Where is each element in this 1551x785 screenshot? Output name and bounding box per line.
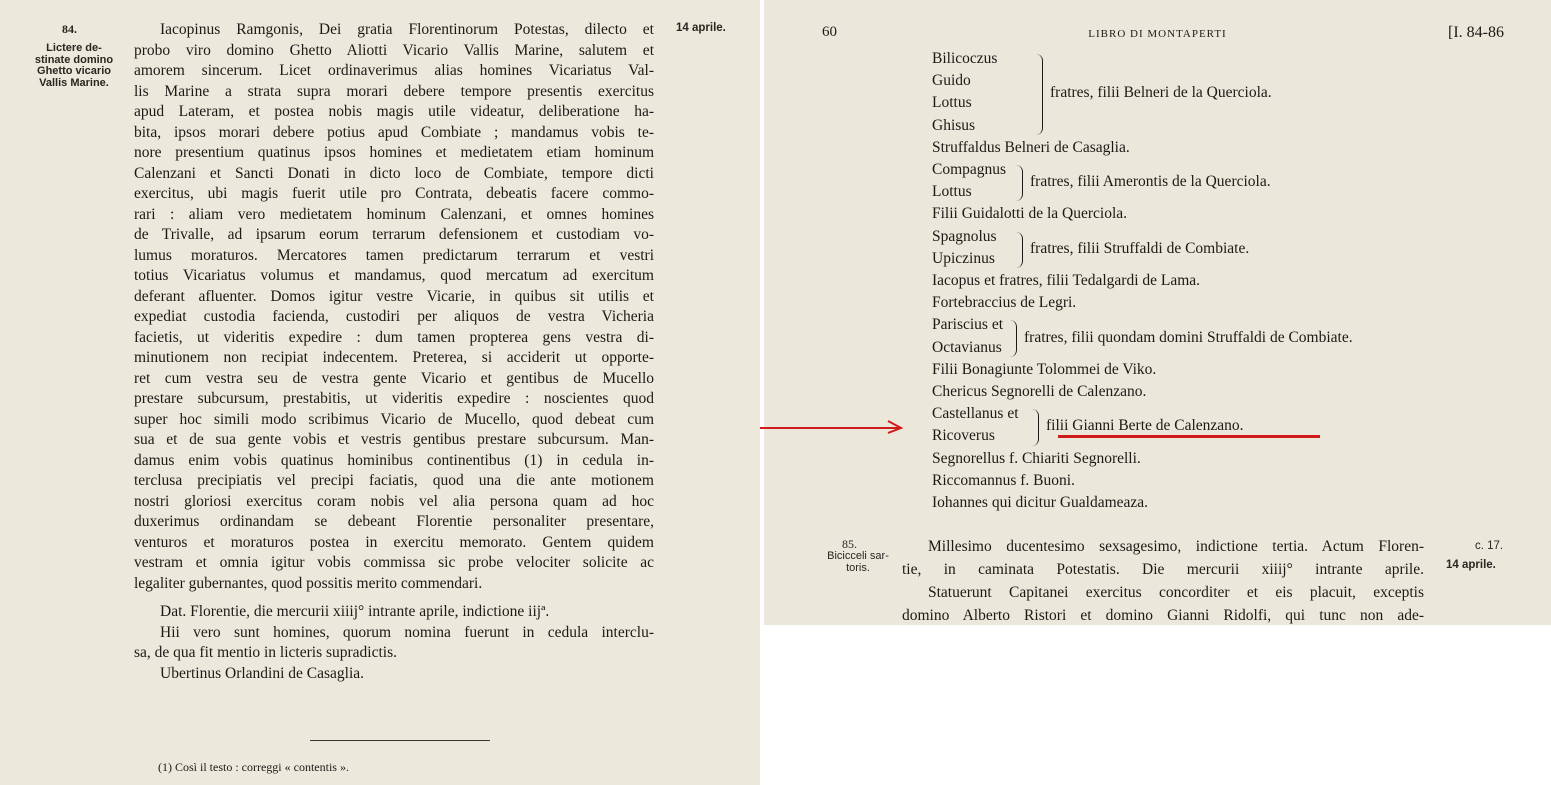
- text-line: expediat custodia facienda, custodiri per aliquos de vestra Vicheria: [134, 308, 654, 325]
- text-line: damus enim vobis quatinus hominibus continentibus (1) in cedula in-: [134, 451, 654, 469]
- document-number: 84.: [62, 22, 77, 36]
- name-entry: Ghisus: [932, 116, 976, 134]
- group-description: fratres, filii Amerontis de la Querciola.: [1030, 173, 1271, 191]
- group-description: fratres, filii Belneri de la Querciola.: [1050, 84, 1272, 102]
- name-entry: Fortebraccius de Legri.: [932, 294, 1077, 312]
- right-page: [764, 0, 1551, 625]
- text-line: Hii vero sunt homines, quorum nomina fuerunt in cedula interclu-: [160, 623, 654, 641]
- name-entry: Riccomannus f. Buoni.: [932, 471, 1075, 489]
- text-line: rari : aliam vero medietatem hominum Calenzani, et omnes homines: [134, 205, 654, 223]
- text-line: super hoc simili modo scribimus Vicario de Mucello, quod debeat cum: [134, 410, 654, 428]
- text-line: Millesimo ducentesimo sexsagesimo, indictione tertia. Actum Floren-: [928, 538, 1424, 555]
- name-entry: Segnorellus f. Chiariti Segnorelli.: [932, 449, 1141, 467]
- text-line: nostri gloriosi exercitus coram nobis vel alia persona quam ad hoc: [134, 492, 654, 510]
- name-entry: Castellanus et: [932, 405, 1019, 423]
- name-entry: Pariscius et: [932, 316, 1004, 334]
- red-arrow-icon: [760, 418, 910, 438]
- margin-note-line: Ghetto vicario: [37, 65, 111, 77]
- text-line: totius Vicariatus volumus et mandamus, quod mercatum ad exercitum: [134, 267, 654, 284]
- left-page: [0, 0, 760, 785]
- text-line: exercitus, ubi magis fuerit utile pro Contrata, debeatis facere commo-: [134, 185, 654, 202]
- text-line: facietis, ut videritis expedire : dum tamen propterea gens vestra di-: [134, 328, 654, 346]
- name-entry: Lottus: [932, 183, 972, 201]
- section-reference: [I. 84-86: [1448, 24, 1504, 41]
- text-line: sua et de sua gente vobis et vestris gentibus prestare subcursum. Man-: [134, 431, 654, 448]
- margin-note-line: Vallis Marine.: [39, 76, 109, 89]
- name-entry: Iacopus et fratres, filii Tedalgardi de Lama.: [932, 272, 1201, 289]
- text-line: ret cum vestra seu de vestra gente Vicario et gentibus de Mucello: [134, 369, 654, 387]
- name-entry: Filii Bonagiunte Tolommei de Viko.: [932, 360, 1157, 378]
- margin-note-line: Lictere de-: [46, 42, 102, 54]
- name-entry: Guido: [932, 72, 971, 90]
- name-entry: Spagnolus: [932, 227, 997, 245]
- name-entry: Lottus: [932, 94, 972, 112]
- brace-icon: [1036, 54, 1043, 135]
- text-line: lis Marine a strata supra morari debere tempore presentis exercitus: [134, 82, 654, 100]
- reference-note: c. 17.: [1475, 540, 1504, 552]
- text-line: sa, de qua fit mentio in licteris supradictis.: [134, 644, 398, 661]
- running-title: LIBRO DI MONTAPERTI: [1088, 28, 1227, 40]
- page-number: 60: [822, 24, 837, 40]
- brace-icon: [1016, 232, 1023, 268]
- margin-note-line: toris.: [846, 561, 870, 574]
- margin-note: [808, 551, 908, 574]
- brace-icon: [1016, 165, 1023, 201]
- name-entry: Bilicoczus: [932, 50, 998, 67]
- text-line: nore presentium quatinus ipsos homines et medietatem etiam hominum: [134, 144, 654, 161]
- text-line: Statuerunt Capitanei exercitus concorditer et eis placuit, exceptis: [928, 584, 1424, 601]
- name-entry: Octavianus: [932, 338, 1002, 356]
- text-line: terclusa precipiatis vel precipi faciatis, quod una die ante motionem: [134, 472, 654, 489]
- text-line: de Trivalle, ad ipsarum eorum terrarum defensionem et custodiam vo-: [134, 226, 654, 243]
- text-line: Ubertinus Orlandini de Casaglia.: [160, 664, 365, 682]
- margin-note-line: Bicicceli sar-: [827, 550, 889, 562]
- name-entry: Upiczinus: [932, 249, 995, 267]
- name-entry: Iohannes qui dicitur Gualdameaza.: [932, 494, 1149, 511]
- date-note: 14 aprile.: [1446, 559, 1496, 571]
- text-line: prestare subcursum, prestabitis, ut videritis expedire : noscientes quod: [134, 390, 654, 407]
- text-line: apud Lateram, et postea nobis magis utile videatur, deliberatione ha-: [134, 103, 654, 120]
- text-line: domino Alberto Ristori et domino Gianni Ridolfi, qui tunc non ade-: [902, 607, 1424, 624]
- margin-note: [28, 43, 120, 89]
- footnote-rule: [310, 740, 490, 741]
- text-line: Dat. Florentie, die mercurii xiiij° intrante aprile, indictione iijª.: [160, 603, 550, 620]
- document-number: 85.: [842, 537, 857, 551]
- brace-icon: [1010, 320, 1017, 356]
- text-line: venturos et moraturos postea in exercitu memorato. Gentem quidem: [134, 533, 654, 551]
- name-entry: Compagnus: [932, 161, 1007, 178]
- text-line: vestram et omnia igitur vobis commissa sic probe velociter solicite ac: [134, 554, 654, 571]
- text-line: deferant afluenter. Domos igitur vestre Vicarie, in quibus sit utilis et: [134, 287, 654, 305]
- margin-note-line: stinate domino: [34, 53, 114, 66]
- text-line: tie, in caminata Potestatis. Die mercurii xiiij° intrante aprile.: [902, 561, 1424, 578]
- text-line: minutionem non recipiat indecentem. Preterea, si acciderit ut opporte-: [134, 349, 654, 366]
- date-note: 14 aprile.: [676, 22, 726, 34]
- text-line: probo viro domino Ghetto Aliotti Vicario Vallis Marine, salutem et: [134, 41, 654, 59]
- name-entry: Filii Guidalotti de la Querciola.: [932, 205, 1127, 223]
- text-line: amorem sincerum. Licet ordinaverimus alias homines Vicariatus Val-: [134, 62, 654, 79]
- group-description: filii Gianni Berte de Calenzano.: [1046, 417, 1244, 435]
- text-line: legaliter gubernantes, quod possitis merito commendari.: [134, 574, 483, 592]
- text-line: duxerimus ordinandam se debeant Florentie personaliter presentare,: [134, 513, 654, 530]
- text-line: Iacopinus Ramgonis, Dei gratia Florentinorum Potestas, dilecto et: [160, 21, 654, 38]
- group-description: fratres, filii Struffaldi de Combiate.: [1030, 239, 1250, 257]
- footnote: (1) Così il testo : correggi « contentis ».: [158, 760, 349, 774]
- name-entry: Ricoverus: [932, 427, 995, 445]
- text-line: bita, ipsos morari debere potius apud Combiate ; mandamus vobis te-: [134, 123, 654, 141]
- text-line: lumus moraturos. Mercatores tamen predictarum terrarum et vestri: [134, 246, 654, 264]
- name-entry: Struffaldus Belneri de Casaglia.: [932, 138, 1130, 156]
- name-entry: Chericus Segnorelli de Calenzano.: [932, 383, 1147, 400]
- brace-icon: [1032, 409, 1039, 445]
- red-underline: [1058, 435, 1320, 438]
- text-line: Calenzani et Sancti Donati in dicto loco de Combiate, tempore dicti: [134, 164, 654, 182]
- group-description: fratres, filii quondam domini Struffaldi de Combiate.: [1024, 328, 1353, 346]
